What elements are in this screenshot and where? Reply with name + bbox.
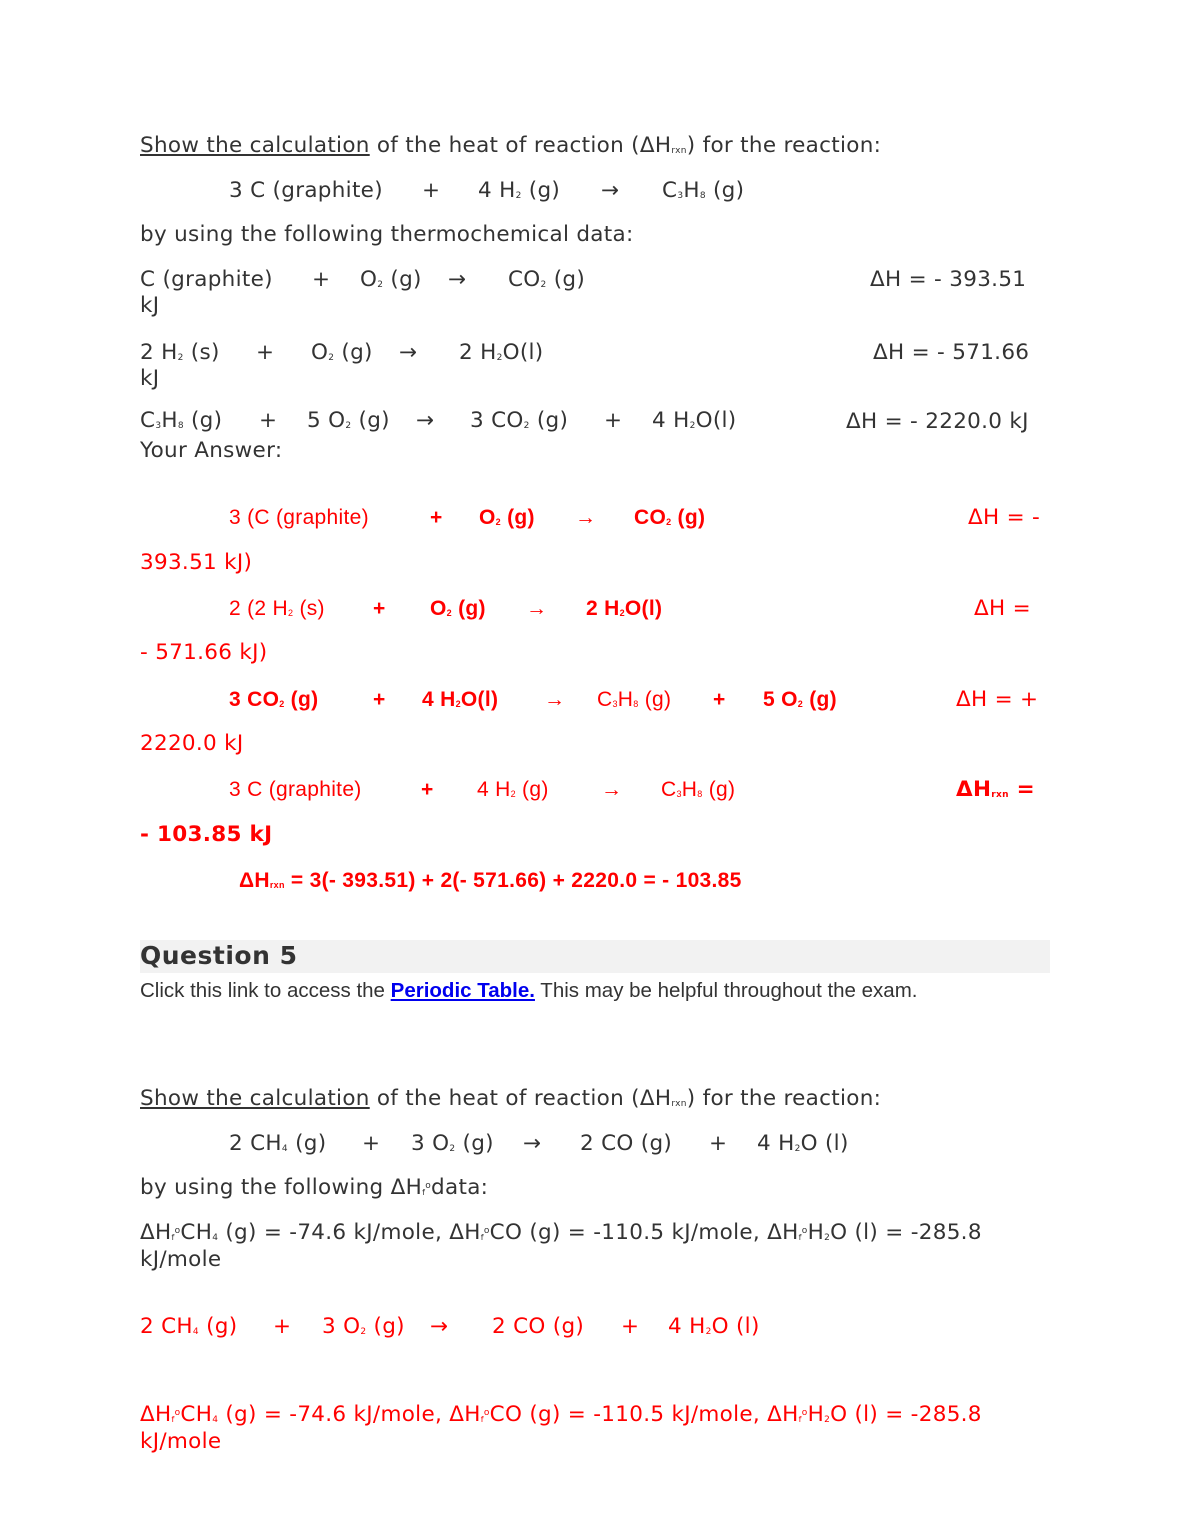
- data-unit-2: kJ: [140, 366, 160, 391]
- periodic-table-note: Click this link to access the Periodic Table. This may be helpful throughout the exam.: [140, 979, 918, 1002]
- data-dh-1: ΔH = - 393.51: [870, 267, 1027, 292]
- target-reaction: 3 C (graphite) + 4 H2 (g) → C3H8 (g): [229, 178, 745, 203]
- data-dh-2: ΔH = - 571.66: [873, 340, 1030, 365]
- answer-dh-4: ΔHrxn =: [956, 777, 1035, 802]
- answer-calculation: ΔHrxn = 3(- 393.51) + 2(- 571.66) + 2220.0 = - 103.85: [239, 869, 742, 892]
- answer-dh-3-cont: 2220.0 kJ: [140, 731, 244, 756]
- answer-dh-2-cont: - 571.66 kJ): [140, 640, 268, 665]
- answer-line-3: 3 CO2 (g) + 4 H2O(l) → C3H8 (g) + 5 O2 (g): [229, 688, 837, 711]
- target-reaction-2: 2 CH4 (g) + 3 O2 (g) → 2 CO (g) + 4 H2O (l): [229, 1131, 849, 1156]
- data-reaction-2: 2 H2 (s) + O2 (g) → 2 H2O(l): [140, 340, 544, 365]
- prompt-line-2: Show the calculation of the heat of reaction (ΔHrxn) for the reaction:: [140, 1086, 882, 1111]
- prompt-underlined: Show the calculation: [140, 133, 370, 158]
- question-title: Question 5: [140, 941, 298, 970]
- answer-dh-3: ΔH = +: [956, 687, 1039, 712]
- data-dh-3: ΔH = - 2220.0 kJ: [846, 409, 1029, 434]
- using-text-2: by using the following ΔHf$^o$data:: [140, 1175, 489, 1200]
- using-text: by using the following thermochemical data:: [140, 222, 634, 247]
- data-unit-1: kJ: [140, 293, 160, 318]
- answer-reaction-2: 2 CH4 (g) + 3 O2 (g) → 2 CO (g) + 4 H2O (l): [140, 1314, 760, 1339]
- prompt-line: Show the calculation of the heat of reaction (ΔHrxn) for the reaction:: [140, 133, 882, 158]
- answer-hf-data-line: ΔHf$^o$CH4 (g) = -74.6 kJ/mole, ΔHf$^o$CO (g) = -110.5 kJ/mole, ΔHf$^o$H2O (l) = -285.8: [140, 1402, 982, 1427]
- answer-hf-data-unit: kJ/mole: [140, 1429, 222, 1454]
- answer-dh-2: ΔH =: [974, 596, 1031, 621]
- data-reaction-1: C (graphite) + O2 (g) → CO2 (g): [140, 267, 586, 292]
- hf-data-line: ΔHf$^o$CH4 (g) = -74.6 kJ/mole, ΔHf$^o$CO (g) = -110.5 kJ/mole, ΔHf$^o$H2O (l) = -285.8: [140, 1220, 982, 1245]
- periodic-table-link[interactable]: Periodic Table.: [390, 979, 535, 1002]
- your-answer-label: Your Answer:: [140, 438, 283, 463]
- data-reaction-3: C3H8 (g) + 5 O2 (g) → 3 CO2 (g) + 4 H2O(l): [140, 408, 737, 433]
- prompt-underlined-2: Show the calculation: [140, 1086, 370, 1111]
- answer-dh-1: ΔH = -: [968, 505, 1041, 530]
- answer-line-2: 2 (2 H2 (s) + O2 (g) → 2 H2O(l): [229, 597, 663, 620]
- answer-line-1: 3 (C (graphite) + O2 (g) → CO2 (g): [229, 506, 706, 529]
- answer-dh-4-cont: - 103.85 kJ: [140, 822, 273, 847]
- answer-line-4: 3 C (graphite) + 4 H2 (g) → C3H8 (g): [229, 778, 736, 801]
- answer-dh-1-cont: 393.51 kJ): [140, 550, 253, 575]
- hf-data-unit: kJ/mole: [140, 1247, 222, 1272]
